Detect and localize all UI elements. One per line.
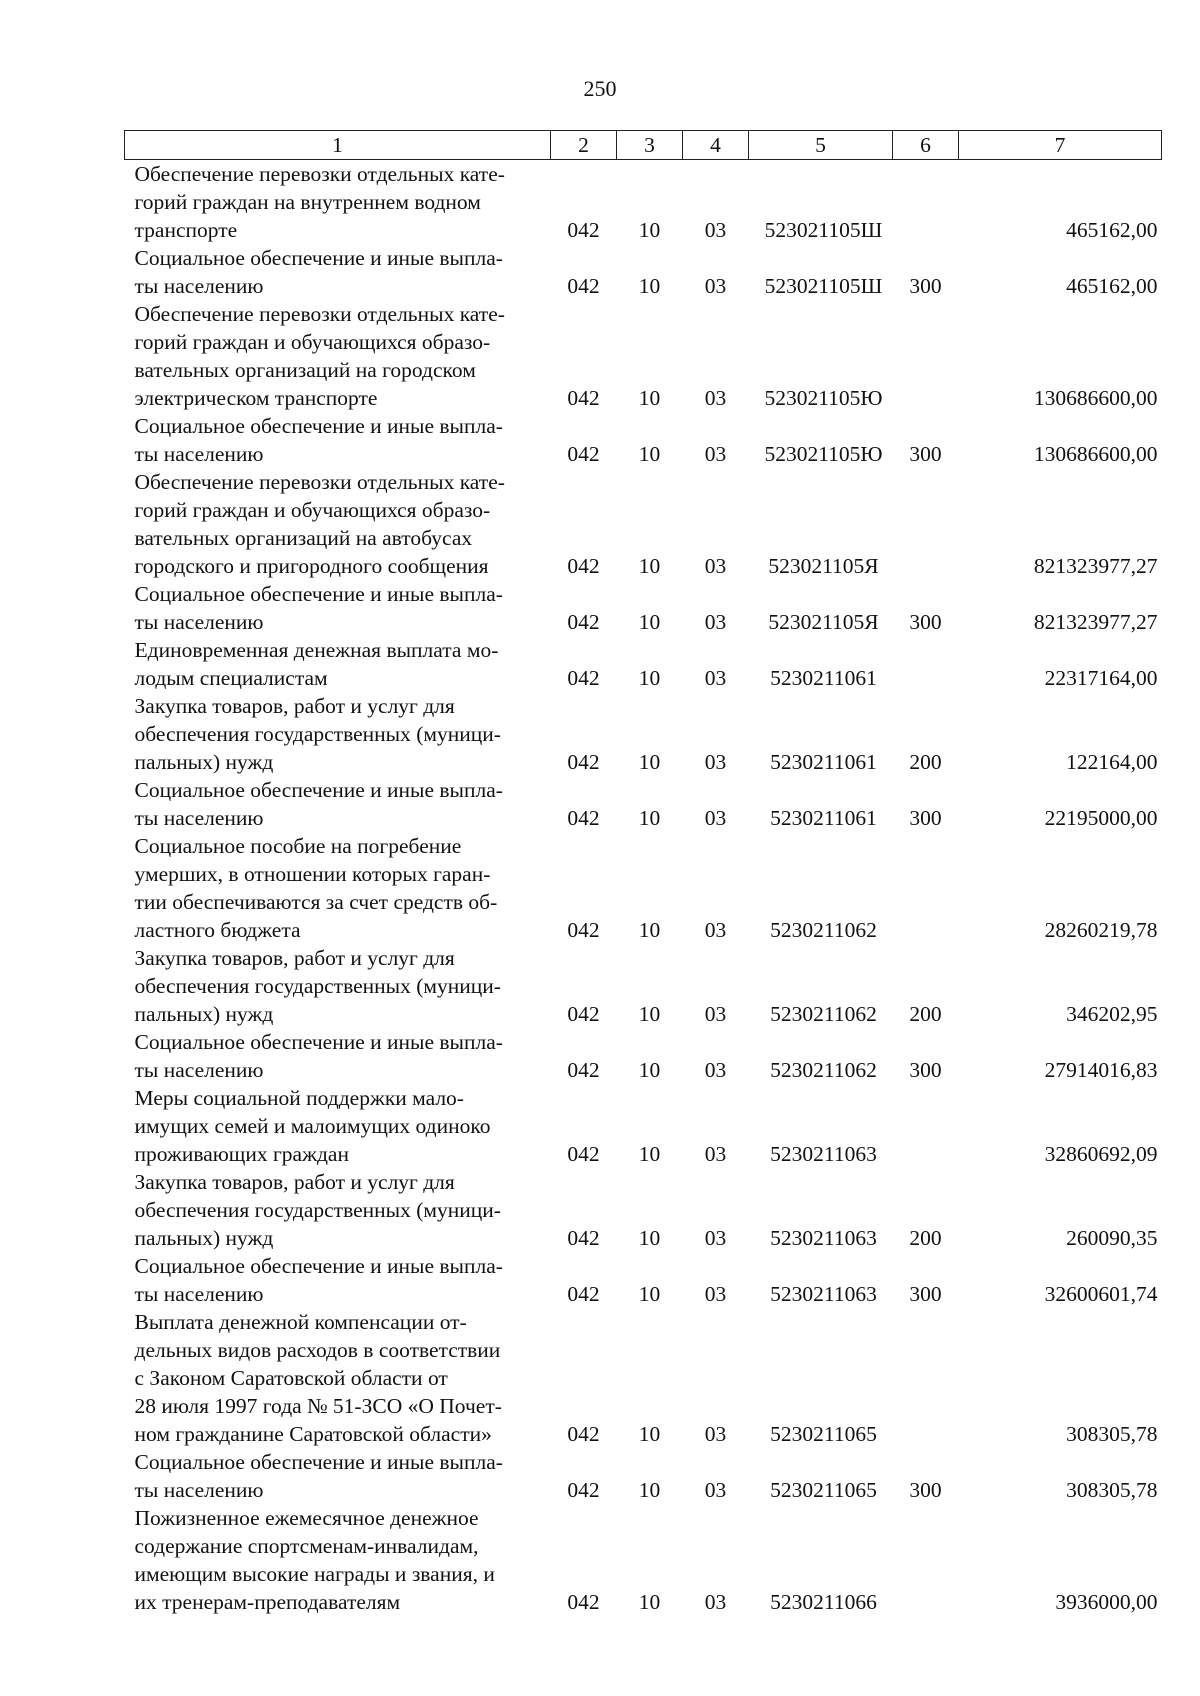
expense-name-line: Социальное пособие на погребение	[134, 834, 462, 858]
expense-name-cell	[125, 1448, 551, 1504]
target-article-code-cell: 5230211062	[770, 918, 877, 942]
expense-type-code-cell	[893, 636, 959, 692]
table-row	[125, 832, 1162, 944]
expense-name-cell	[125, 636, 551, 692]
page-number: 250	[583, 76, 617, 101]
expense-name-line: содержание спортсменам-инвалидам,	[134, 1534, 479, 1558]
expense-name-line: Пожизненное ежемесячное денежное	[134, 1506, 479, 1530]
expense-name-line: транспорте	[134, 218, 238, 242]
expense-name-line: Социальное обеспечение и иные выпла-	[134, 1030, 503, 1054]
amount-cell: 32860692,09	[1044, 1142, 1158, 1166]
amount-cell: 346202,95	[1066, 1002, 1158, 1026]
ministry-code-cell: 042	[567, 1226, 600, 1250]
subsection-code-cell: 03	[704, 610, 727, 634]
amount-cell: 32600601,74	[1044, 1282, 1158, 1306]
expense-name-line: их тренерам-преподавателям	[134, 1590, 401, 1614]
expense-name-line: ты населению	[134, 274, 264, 298]
table-row	[125, 692, 1162, 776]
expense-name-cell	[125, 1168, 551, 1252]
column-header-2: 2	[551, 131, 617, 160]
table-row	[125, 300, 1162, 412]
expense-name-line: умерших, в отношении которых гаран-	[134, 862, 491, 886]
section-code-cell: 10	[638, 1058, 661, 1082]
subsection-code-cell: 03	[704, 750, 727, 774]
ministry-code-cell: 042	[567, 1590, 600, 1614]
expense-name-line: Социальное обеспечение и иные выпла-	[134, 778, 503, 802]
ministry-code-cell: 042	[567, 610, 600, 634]
expense-type-code-cell: 200	[909, 1226, 942, 1250]
ministry-code-cell: 042	[567, 806, 600, 830]
target-article-code-cell: 5230211063	[770, 1282, 877, 1306]
amount-cell: 130686600,00	[1033, 386, 1158, 410]
section-code-cell: 10	[638, 1226, 661, 1250]
table-row	[125, 580, 1162, 636]
expense-name-line: лодым специалистам	[134, 666, 328, 690]
ministry-code-cell: 042	[567, 1142, 600, 1166]
expense-type-code-cell: 200	[909, 750, 942, 774]
expense-name-cell	[125, 1308, 551, 1448]
table-row	[125, 1084, 1162, 1168]
expense-name-line: вательных организаций на автобусах	[134, 526, 473, 550]
column-header-6: 6	[893, 131, 959, 160]
expense-name-line: пальных) нужд	[134, 750, 274, 774]
expense-name-line: Закупка товаров, работ и услуг для	[134, 694, 455, 718]
expense-name-cell	[125, 1028, 551, 1084]
expense-name-line: электрическом транспорте	[134, 386, 378, 410]
ministry-code-cell: 042	[567, 1478, 600, 1502]
expense-name-line: Обеспечение перевозки отдельных кате-	[134, 302, 505, 326]
table-row	[125, 468, 1162, 580]
amount-cell: 3936000,00	[1055, 1590, 1158, 1614]
expense-name-line: ты населению	[134, 1282, 264, 1306]
expense-type-code-cell: 300	[909, 610, 942, 634]
section-code-cell: 10	[638, 666, 661, 690]
expense-name-cell	[125, 1084, 551, 1168]
target-article-code-cell: 523021105Ш	[764, 218, 883, 242]
expense-name-line: ты населению	[134, 806, 264, 830]
section-code-cell: 10	[638, 750, 661, 774]
expense-name-line: обеспечения государственных (муници-	[134, 722, 501, 746]
ministry-code-cell: 042	[567, 274, 600, 298]
expense-type-code-cell	[893, 468, 959, 580]
subsection-code-cell: 03	[704, 1058, 727, 1082]
expense-type-code-cell: 300	[909, 806, 942, 830]
expense-name-line: Выплата денежной компенсации от-	[134, 1310, 467, 1334]
subsection-code-cell: 03	[704, 1226, 727, 1250]
subsection-code-cell: 03	[704, 1590, 727, 1614]
subsection-code-cell: 03	[704, 218, 727, 242]
expense-name-line: горий граждан и обучающихся образо-	[134, 330, 491, 354]
target-article-code-cell: 5230211065	[770, 1422, 877, 1446]
table-row	[125, 1252, 1162, 1308]
expense-type-code-cell	[893, 832, 959, 944]
expense-name-cell	[125, 580, 551, 636]
amount-cell: 308305,78	[1066, 1422, 1158, 1446]
subsection-code-cell: 03	[704, 1282, 727, 1306]
target-article-code-cell: 5230211066	[770, 1590, 877, 1614]
expense-name-line: Социальное обеспечение и иные выпла-	[134, 582, 503, 606]
amount-cell: 465162,00	[1066, 274, 1158, 298]
subsection-code-cell: 03	[704, 442, 727, 466]
target-article-code-cell: 5230211061	[770, 806, 877, 830]
expense-name-line: ты населению	[134, 610, 264, 634]
expense-name-line: городского и пригородного сообщения	[134, 554, 489, 578]
expense-name-line: ном гражданине Саратовской области»	[134, 1422, 492, 1446]
ministry-code-cell: 042	[567, 750, 600, 774]
expense-name-line: Социальное обеспечение и иные выпла-	[134, 246, 503, 270]
ministry-code-cell: 042	[567, 1422, 600, 1446]
expense-name-line: Социальное обеспечение и иные выпла-	[134, 1254, 503, 1278]
expense-name-line: Закупка товаров, работ и услуг для	[134, 1170, 455, 1194]
target-article-code-cell: 523021105Ш	[764, 274, 883, 298]
expense-type-code-cell	[893, 1504, 959, 1616]
expense-name-line: ластного бюджета	[134, 918, 301, 942]
subsection-code-cell: 03	[704, 806, 727, 830]
expense-name-cell	[125, 1252, 551, 1308]
section-code-cell: 10	[638, 554, 661, 578]
ministry-code-cell: 042	[567, 918, 600, 942]
budget-table	[124, 130, 1162, 1616]
expense-name-line: Социальное обеспечение и иные выпла-	[134, 414, 503, 438]
expense-name-line: имущих семей и малоимущих одиноко	[134, 1114, 491, 1138]
expense-name-cell	[125, 944, 551, 1028]
amount-cell: 22195000,00	[1044, 806, 1158, 830]
subsection-code-cell: 03	[704, 554, 727, 578]
expense-name-line: дельных видов расходов в соответствии	[134, 1338, 501, 1362]
table-row	[125, 1308, 1162, 1448]
section-code-cell: 10	[638, 918, 661, 942]
section-code-cell: 10	[638, 1142, 661, 1166]
table-row	[125, 160, 1162, 245]
expense-type-code-cell	[893, 160, 959, 245]
section-code-cell: 10	[638, 806, 661, 830]
target-article-code-cell: 5230211062	[770, 1002, 877, 1026]
column-header-4: 4	[683, 131, 749, 160]
amount-cell: 821323977,27	[1033, 554, 1158, 578]
expense-type-code-cell: 200	[909, 1002, 942, 1026]
amount-cell: 27914016,83	[1044, 1058, 1158, 1082]
table-row	[125, 776, 1162, 832]
expense-name-line: Закупка товаров, работ и услуг для	[134, 946, 455, 970]
target-article-code-cell: 5230211061	[770, 750, 877, 774]
expense-type-code-cell: 300	[909, 1282, 942, 1306]
section-code-cell: 10	[638, 442, 661, 466]
expense-name-cell	[125, 776, 551, 832]
expense-name-cell	[125, 160, 551, 245]
subsection-code-cell: 03	[704, 274, 727, 298]
subsection-code-cell: 03	[704, 666, 727, 690]
amount-cell: 308305,78	[1066, 1478, 1158, 1502]
expense-type-code-cell: 300	[909, 442, 942, 466]
expense-name-line: с Законом Саратовской области от	[134, 1366, 448, 1390]
ministry-code-cell: 042	[567, 1002, 600, 1026]
expense-name-line: Единовременная денежная выплата мо-	[134, 638, 499, 662]
section-code-cell: 10	[638, 1422, 661, 1446]
expense-type-code-cell	[893, 300, 959, 412]
expense-type-code-cell	[893, 1084, 959, 1168]
expense-name-line: Меры социальной поддержки мало-	[134, 1086, 464, 1110]
section-code-cell: 10	[638, 274, 661, 298]
expense-type-code-cell: 300	[909, 1478, 942, 1502]
expense-name-line: Обеспечение перевозки отдельных кате-	[134, 162, 505, 186]
target-article-code-cell: 5230211061	[770, 666, 877, 690]
expense-type-code-cell: 300	[909, 274, 942, 298]
column-header-7: 7	[959, 131, 1162, 160]
expense-name-line: 28 июля 1997 года № 51-ЗСО «О Почет-	[134, 1394, 502, 1418]
subsection-code-cell: 03	[704, 1422, 727, 1446]
ministry-code-cell: 042	[567, 442, 600, 466]
expense-name-line: ты населению	[134, 1058, 264, 1082]
section-code-cell: 10	[638, 1590, 661, 1614]
subsection-code-cell: 03	[704, 1478, 727, 1502]
expense-name-line: проживающих граждан	[134, 1142, 349, 1166]
subsection-code-cell: 03	[704, 918, 727, 942]
table-row	[125, 1028, 1162, 1084]
ministry-code-cell: 042	[567, 1282, 600, 1306]
table-body	[125, 160, 1162, 1617]
expense-name-cell	[125, 832, 551, 944]
column-header-3: 3	[617, 131, 683, 160]
ministry-code-cell: 042	[567, 554, 600, 578]
expense-name-line: ты населению	[134, 1478, 264, 1502]
section-code-cell: 10	[638, 1478, 661, 1502]
amount-cell: 22317164,00	[1044, 666, 1158, 690]
table-row	[125, 944, 1162, 1028]
amount-cell: 28260219,78	[1044, 918, 1158, 942]
ministry-code-cell: 042	[567, 386, 600, 410]
section-code-cell: 10	[638, 386, 661, 410]
table-row	[125, 1448, 1162, 1504]
table-row	[125, 1504, 1162, 1616]
expense-name-cell	[125, 300, 551, 412]
target-article-code-cell: 523021105Ю	[764, 386, 883, 410]
expense-name-line: имеющим высокие награды и звания, и	[134, 1562, 495, 1586]
amount-cell: 465162,00	[1066, 218, 1158, 242]
target-article-code-cell: 5230211062	[770, 1058, 877, 1082]
target-article-code-cell: 523021105Я	[768, 554, 879, 578]
expense-name-line: горий граждан и обучающихся образо-	[134, 498, 491, 522]
table-row	[125, 412, 1162, 468]
expense-name-line: вательных организаций на городском	[134, 358, 476, 382]
target-article-code-cell: 5230211065	[770, 1478, 877, 1502]
subsection-code-cell: 03	[704, 1002, 727, 1026]
amount-cell: 260090,35	[1066, 1226, 1158, 1250]
ministry-code-cell: 042	[567, 666, 600, 690]
expense-name-line: обеспечения государственных (муници-	[134, 974, 501, 998]
section-code-cell: 10	[638, 610, 661, 634]
ministry-code-cell: 042	[567, 1058, 600, 1082]
expense-name-line: пальных) нужд	[134, 1226, 274, 1250]
section-code-cell: 10	[638, 218, 661, 242]
target-article-code-cell: 523021105Я	[768, 610, 879, 634]
expense-name-line: обеспечения государственных (муници-	[134, 1198, 501, 1222]
table-row	[125, 1168, 1162, 1252]
target-article-code-cell: 523021105Ю	[764, 442, 883, 466]
target-article-code-cell: 5230211063	[770, 1226, 877, 1250]
expense-name-line: тии обеспечиваются за счет средств об-	[134, 890, 498, 914]
expense-name-line: пальных) нужд	[134, 1002, 274, 1026]
amount-cell: 821323977,27	[1033, 610, 1158, 634]
table-row	[125, 244, 1162, 300]
ministry-code-cell: 042	[567, 218, 600, 242]
expense-type-code-cell	[893, 1308, 959, 1448]
expense-name-cell	[125, 244, 551, 300]
expense-name-line: горий граждан на внутреннем водном	[134, 190, 481, 214]
column-header-1: 1	[125, 131, 551, 160]
expense-name-cell	[125, 412, 551, 468]
section-code-cell: 10	[638, 1282, 661, 1306]
amount-cell: 130686600,00	[1033, 442, 1158, 466]
expense-name-cell	[125, 468, 551, 580]
expense-name-line: ты населению	[134, 442, 264, 466]
target-article-code-cell: 5230211063	[770, 1142, 877, 1166]
table-row	[125, 636, 1162, 692]
expense-name-line: Социальное обеспечение и иные выпла-	[134, 1450, 503, 1474]
subsection-code-cell: 03	[704, 386, 727, 410]
column-header-5: 5	[749, 131, 893, 160]
column-number-header-row	[125, 131, 1162, 160]
expense-name-cell	[125, 692, 551, 776]
section-code-cell: 10	[638, 1002, 661, 1026]
expense-name-cell	[125, 1504, 551, 1616]
subsection-code-cell: 03	[704, 1142, 727, 1166]
amount-cell: 122164,00	[1066, 750, 1158, 774]
expense-name-line: Обеспечение перевозки отдельных кате-	[134, 470, 505, 494]
expense-type-code-cell: 300	[909, 1058, 942, 1082]
